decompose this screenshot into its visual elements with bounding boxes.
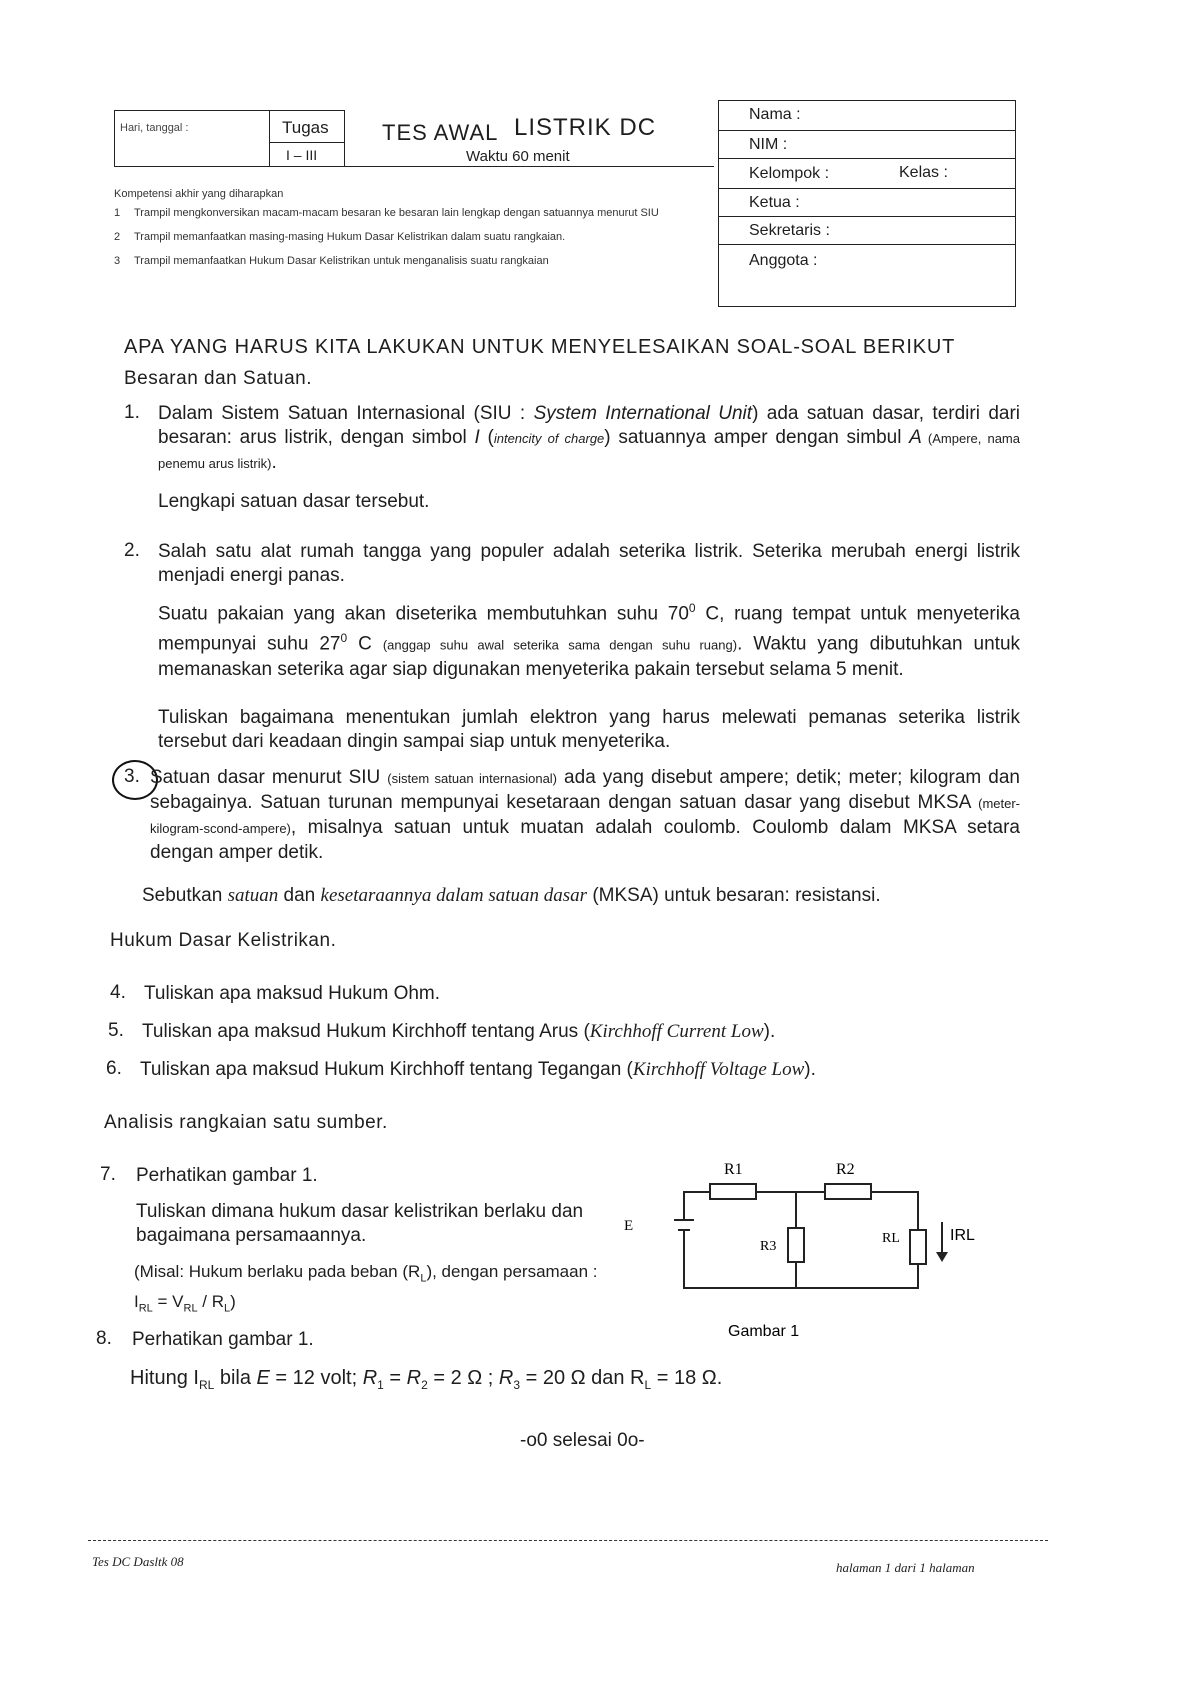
identity-form xyxy=(718,100,1016,307)
q5-number: 5. xyxy=(108,1020,124,1041)
label-e: E xyxy=(624,1218,634,1234)
nim-field[interactable]: NIM : xyxy=(749,136,788,153)
q8-number: 8. xyxy=(96,1328,112,1349)
footer-left: Tes DC Dasltk 08 xyxy=(92,1554,184,1569)
intro-heading: APA YANG HARUS KITA LAKUKAN UNTUK MENYELESAIKAN SOAL-SOAL BERIKUT xyxy=(124,336,956,358)
kompetensi-title: Kompetensi akhir yang diharapkan xyxy=(114,188,284,200)
resistor-rl xyxy=(910,1230,926,1264)
q8-line1: Perhatikan gambar 1. xyxy=(132,1329,314,1350)
title-part1: TES AWAL xyxy=(382,120,499,145)
q5-text: Tuliskan apa maksud Hukum Kirchhoff tentang Arus (Kirchhoff Current Low). xyxy=(142,1021,776,1042)
q4-number: 4. xyxy=(110,982,126,1003)
sekretaris-field[interactable]: Sekretaris : xyxy=(749,222,830,239)
q8-line2: Hitung $I_{RL}$ bila E = 12 volt; $R_1 = R_2 = 2$ Ω ; $R_3 = 20$ Ω dan $R_L = 18$ Ω. xyxy=(130,1367,723,1392)
q2-paragraph-3: Tuliskan bagaimana menentukan jumlah elektron yang harus melewati pemanas seterika listrik tersebut dari keadaan dingin sampai siap untuk menyeterika. xyxy=(158,707,1020,752)
q6-number: 6. xyxy=(106,1058,122,1079)
ketua-field[interactable]: Ketua : xyxy=(749,194,800,211)
q1-number: 1. xyxy=(124,402,140,423)
q7-number: 7. xyxy=(100,1164,116,1185)
resistor-r3 xyxy=(788,1228,804,1262)
q4-text: Tuliskan apa maksud Hukum Ohm. xyxy=(144,983,441,1004)
kompetensi-item: 2 Trampil memanfaatkan masing-masing Hukum Dasar Kelistrikan dalam suatu rangkaian. xyxy=(114,231,566,243)
q3-number: 3. xyxy=(124,766,140,787)
current-arrow-icon xyxy=(936,1252,948,1262)
label-r1: R1 xyxy=(724,1161,743,1178)
circuit-diagram xyxy=(620,1150,980,1340)
end-marker: -o0 selesai 0o- xyxy=(520,1430,645,1451)
hari-tanggal-label: Hari, tanggal : xyxy=(120,122,189,134)
tugas-label: Tugas xyxy=(282,118,329,137)
label-r2: R2 xyxy=(836,1161,855,1178)
q3-paragraph-1: Satuan dasar menurut SIU (sistem satuan internasional) ada yang disebut ampere; detik; meter; kilogram dan sebagainya. Satuan turunan mempunyai kesetaraan dengan satuan dasar yang disebut MKSA (meter-kilogram-scond-ampere), misalnya satuan untuk muatan adalah coulomb. Coulomb dalam MKSA setara dengan amper detik. xyxy=(150,767,1020,863)
kelompok-field[interactable]: Kelompok : xyxy=(749,165,830,182)
q1-instruction: Lengkapi satuan dasar tersebut. xyxy=(158,491,430,512)
tugas-value: I – III xyxy=(286,147,318,163)
q2-number: 2. xyxy=(124,540,140,561)
label-rl: RL xyxy=(882,1231,900,1246)
q7-line1: Perhatikan gambar 1. xyxy=(136,1165,318,1186)
resistor-r2 xyxy=(825,1184,871,1199)
kompetensi-block xyxy=(114,188,674,268)
kompetensi-item: 1 Trampil mengkonversikan macam-macam besaran ke besaran lain lengkap dengan satuannya menurut SIU xyxy=(114,207,659,219)
q6-text: Tuliskan apa maksud Hukum Kirchhoff tentang Tegangan (Kirchhoff Voltage Low). xyxy=(140,1059,816,1080)
q7-example: (Misal: Hukum berlaku pada beban $(R_L)$, dengan persamaan : $I_{RL} = V_{RL} / R_L$) xyxy=(134,1262,598,1315)
waktu: Waktu 60 menit xyxy=(466,148,570,165)
section-besaran-satuan: Besaran dan Satuan. xyxy=(124,368,313,389)
q1-text: Dalam Sistem Satuan Internasional (SIU : System International Unit) ada satuan dasar, terdiri dari besaran: arus listrik, dengan simbol I (intencity of charge) satuannya amper dengan simbul A (Ampere, nama penemu arus listrik). xyxy=(158,403,1021,473)
label-irl: IRL xyxy=(950,1227,975,1244)
resistor-r1 xyxy=(710,1184,756,1199)
nama-field[interactable]: Nama : xyxy=(749,106,801,123)
kelas-field[interactable]: Kelas : xyxy=(899,164,948,181)
figure-caption: Gambar 1 xyxy=(728,1323,800,1340)
section-hukum-dasar: Hukum Dasar Kelistrikan. xyxy=(110,930,337,951)
kompetensi-item: 3 Trampil memanfaatkan Hukum Dasar Kelistrikan untuk menganalisis suatu rangkaian xyxy=(114,255,549,267)
label-r3: R3 xyxy=(760,1239,777,1254)
section-analisis: Analisis rangkaian satu sumber. xyxy=(104,1112,388,1133)
q2-paragraph-2: Suatu pakaian yang akan diseterika membutuhkan suhu $70^0$ C, ruang tempat untuk menyeterika mempunyai suhu $27^0$ C (anggap suhu awal seterika sama dengan suhu ruang). Waktu yang dibutuhkan untuk memanaskan seterika agar siap digunakan menyeterika pakain tersebut selama 5 menit. xyxy=(158,601,1021,680)
title-part2: LISTRIK DC xyxy=(514,114,657,141)
anggota-field[interactable]: Anggota : xyxy=(749,252,818,269)
footer-rule xyxy=(88,1540,1048,1541)
footer-page: halaman 1 dari 1 halaman xyxy=(836,1560,975,1575)
header-left xyxy=(114,110,714,176)
q3-instruction: Sebutkan satuan dan kesetaraannya dalam satuan dasar (MKSA) untuk besaran: resistansi. xyxy=(142,885,881,906)
q7-line2: Tuliskan dimana hukum dasar kelistrikan berlaku dan bagaimana persamaannya. xyxy=(136,1201,584,1246)
q2-paragraph-1: Salah satu alat rumah tangga yang populer adalah seterika listrik. Seterika merubah energi listrik menjadi energi panas. xyxy=(158,541,1020,586)
